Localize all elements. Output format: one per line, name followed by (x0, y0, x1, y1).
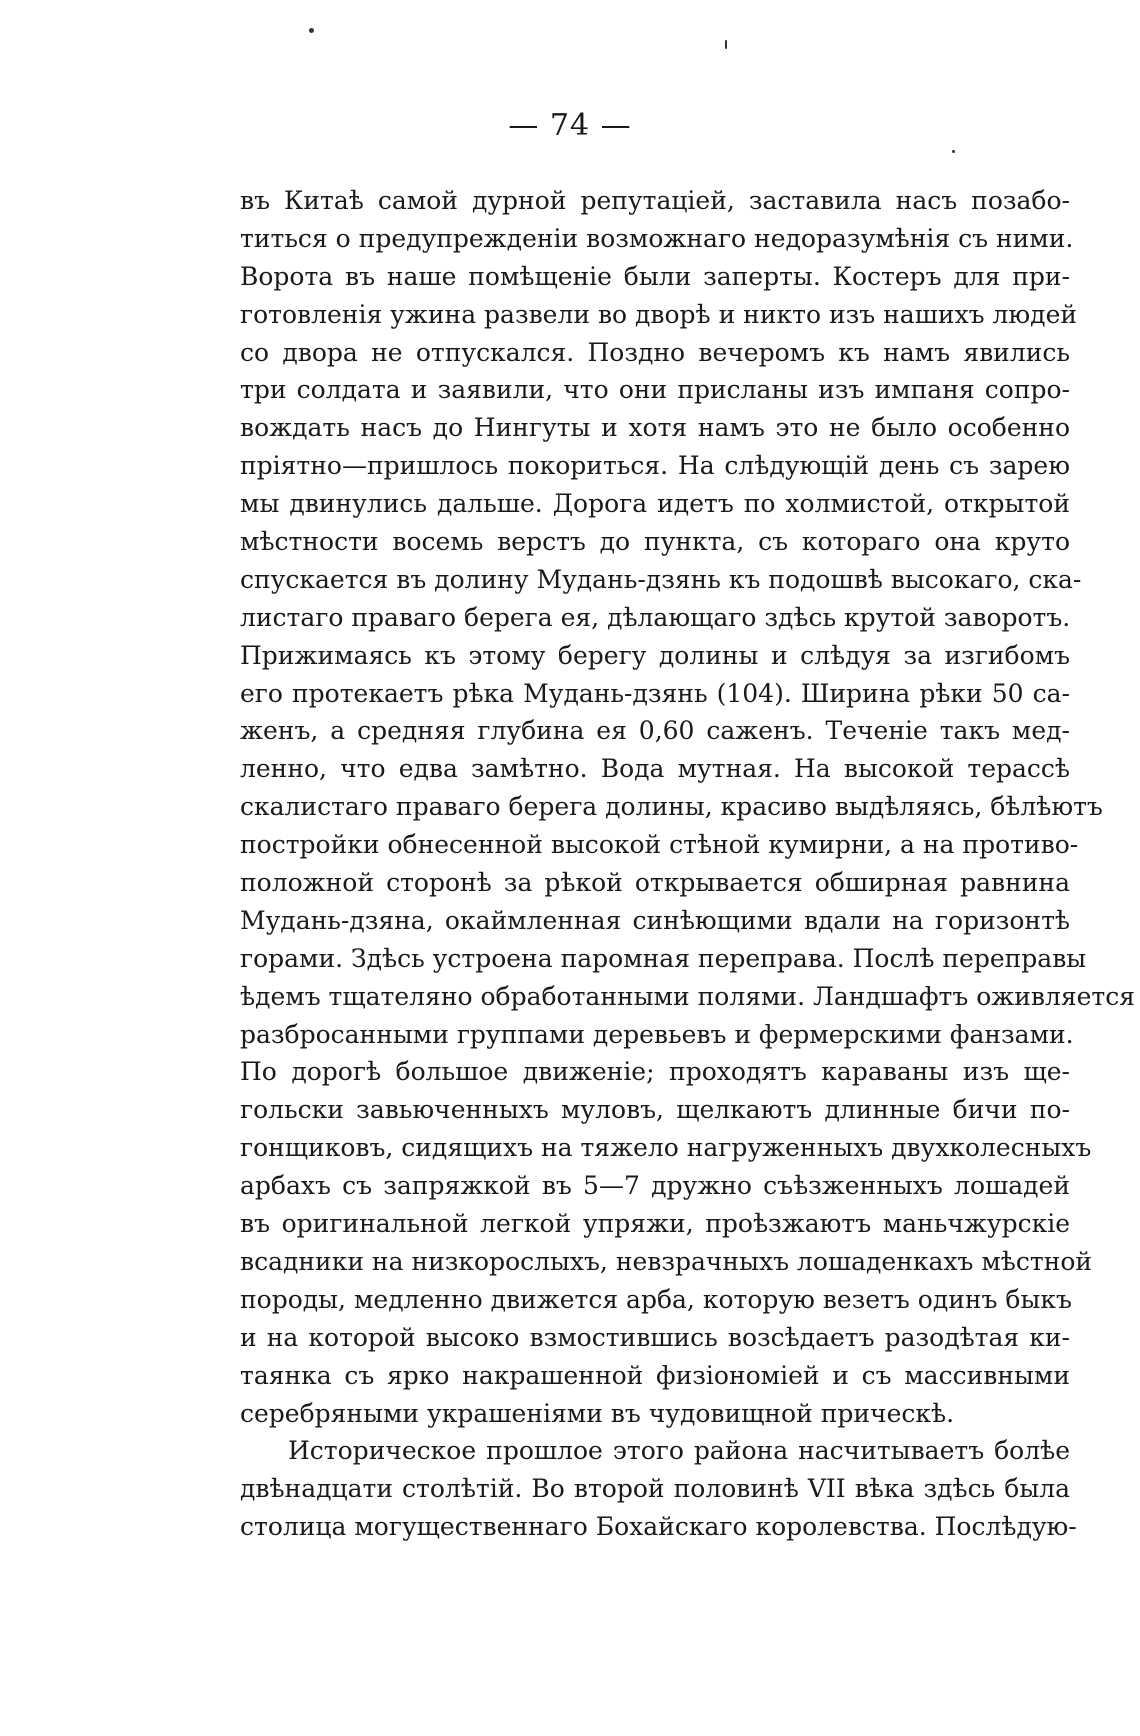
text-line: скалистаго праваго берега долины, красиво выдѣляясь, бѣлѣютъ (240, 792, 1103, 822)
text-line: разбросанными группами деревьевъ и фермерскими фанзами. (240, 1019, 1074, 1049)
text-line: двѣнадцати столѣтій. Во второй половинѣ VII вѣка здѣсь была (240, 1474, 1070, 1504)
paragraph-2 (240, 1432, 1077, 1546)
body-text (240, 182, 1136, 1546)
text-line: въ оригинальной легкой упряжи, проѣзжаютъ маньчжурскіе (240, 1209, 1070, 1239)
text-line: мѣстности восемь верстъ до пункта, съ котораго она круто (240, 527, 1070, 557)
print-speck (725, 40, 727, 49)
text-line: гонщиковъ, сидящихъ на тяжело нагруженныхъ двухколесныхъ (240, 1133, 1092, 1163)
text-line: столица могущественнаго Бохайскаго королевства. Послѣдую- (240, 1512, 1077, 1542)
text-line: породы, медленно движется арба, которую везетъ одинъ быкъ (240, 1284, 1072, 1314)
text-line: Историческое прошлое этого района насчитываетъ болѣе (288, 1436, 1070, 1466)
text-line: въ Китаѣ самой дурной репутаціей, заставила насъ позабо- (240, 186, 1070, 215)
text-line: три солдата и заявили, что они присланы изъ импаня сопро- (240, 375, 1070, 405)
text-line: Прижимаясь къ этому берегу долины и слѣдуя за изгибомъ (240, 640, 1070, 670)
text-line: мы двинулись дальше. Дорога идетъ по холмистой, открытой (240, 489, 1070, 519)
text-line: таянка съ ярко накрашенной физіономіей и съ массивными (240, 1360, 1070, 1390)
print-speck (309, 28, 314, 33)
text-line: со двора не отпускался. Поздно вечеромъ къ намъ явились (240, 337, 1070, 367)
text-line: гольски завьюченныхъ муловъ, щелкаютъ длинные бичи по- (240, 1095, 1070, 1125)
text-line: спускается въ долину Мудань-дзянь къ подошвѣ высокаго, ска- (240, 564, 1082, 594)
print-speck (952, 150, 955, 153)
text-line: и на которой высоко взмостившись возсѣдаетъ разодѣтая ки- (240, 1322, 1070, 1352)
text-line: листаго праваго берега ея, дѣлающаго здѣсь крутой заворотъ. (240, 602, 1071, 632)
text-line: пріятно—пришлось покориться. На слѣдующій день съ зарею (240, 451, 1070, 481)
text-line: ленно, что едва замѣтно. Вода мутная. На высокой терассѣ (240, 754, 1070, 784)
page-number: — 74 — (508, 108, 632, 143)
text-line: Ворота въ наше помѣщеніе были заперты. Костеръ для при- (240, 261, 1070, 291)
text-line: ѣдемъ тщателяно обработанными полями. Ландшафтъ оживляется (240, 981, 1136, 1011)
text-line: его протекаетъ рѣка Мудань-дзянь (104). Ширина рѣки 50 са- (240, 678, 1070, 708)
text-line: арбахъ съ запряжкой въ 5—7 дружно съѣзженныхъ лошадей (240, 1171, 1070, 1201)
paragraph-1 (240, 182, 1136, 1432)
text-line: положной сторонѣ за рѣкой открывается обширная равнина (240, 868, 1070, 898)
text-line: постройки обнесенной высокой стѣной кумирни, а на противо- (240, 830, 1079, 860)
text-line: Мудань-дзяна, окаймленная синѣющими вдали на горизонтѣ (240, 905, 1070, 935)
text-line: готовленія ужина развели во дворѣ и никто изъ нашихъ людей (240, 299, 1078, 329)
text-line: вождать насъ до Нингуты и хотя намъ это не было особенно (240, 413, 1070, 443)
text-line: женъ, а средняя глубина ея 0,60 саженъ. Теченіе такъ мед- (240, 716, 1070, 746)
text-line: серебряными украшеніями въ чудовищной прическѣ. (240, 1398, 955, 1428)
text-line: По дорогѣ большое движеніе; проходятъ караваны изъ ще- (240, 1057, 1070, 1087)
text-line: титься о предупрежденіи возможнаго недоразумѣнія съ ними. (240, 223, 1074, 253)
text-line: горами. Здѣсь устроена паромная переправа. Послѣ переправы (240, 943, 1087, 973)
text-line: всадники на низкорослыхъ, невзрачныхъ лошаденкахъ мѣстной (240, 1246, 1093, 1276)
